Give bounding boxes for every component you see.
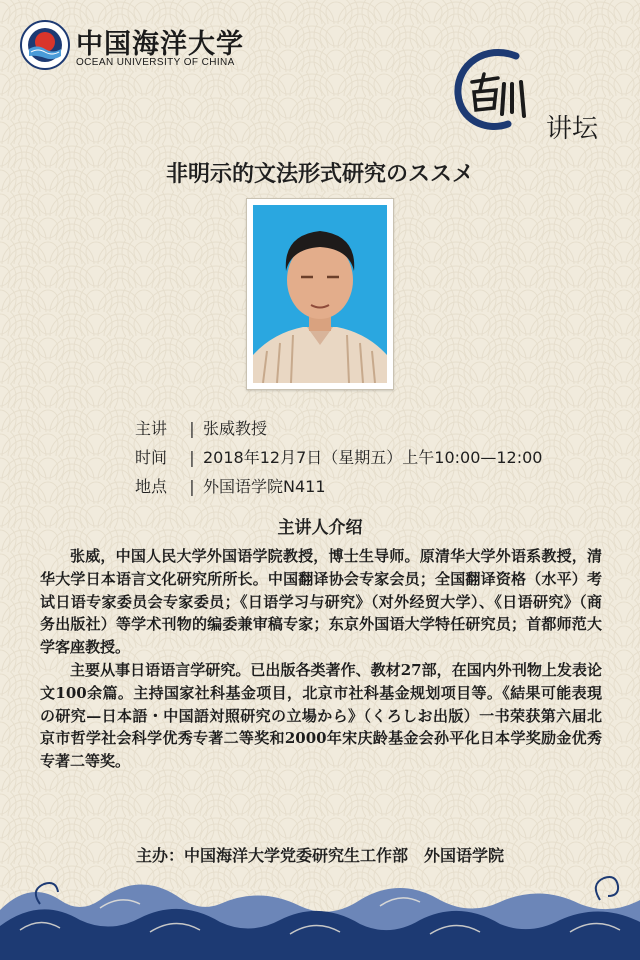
forum-label: 讲坛	[546, 114, 599, 144]
speaker-intro-heading: 主讲人介绍	[277, 518, 363, 538]
baichuan-forum-logo-icon	[446, 44, 536, 134]
info-label: 时间	[135, 448, 168, 467]
ocean-waves-decoration	[0, 870, 640, 960]
info-location	[135, 474, 326, 497]
info-value: 张威教授	[203, 419, 268, 438]
info-value: 外国语学院N411	[203, 477, 326, 496]
university-name-en: OCEAN UNIVERSITY OF CHINA	[76, 57, 235, 68]
bio-paragraph: 主要从事日语语言学研究。已出版各类著作、教材27部，在国内外刊物上发表论文100余篇。主持国家社科基金项目，北京市社科基金规划项目等。《結果可能表現の研究—日本語・中国語対照研究の立場から》（くろしお出版）一书荣获第六届北京市哲学社会科学优秀专著二等奖和2000年宋庆龄基金会孙平化日本学奖励金优秀专著二等奖。	[40, 660, 602, 771]
info-value: 2018年12月7日（星期五）上午10:00—12:00	[203, 448, 543, 467]
info-separator: |	[189, 419, 195, 438]
info-label: 主讲	[135, 419, 168, 438]
info-separator: |	[189, 448, 195, 467]
info-separator: |	[189, 477, 195, 496]
bio-paragraph: 张威，中国人民大学外国语学院教授，博士生导师。原清华大学外语系教授，清华大学日本语言文化研究所所长。中国翻译协会专家会员；全国翻译资格（水平）考试日语专家委员会专家委员；《日语学习与研究》（对外经贸大学）、《日语研究》（商务出版社）等学术刊物的编委兼审稿专家；东京外国语大学特任研究员；首都师范大学客座教授。	[40, 547, 602, 657]
lecture-title: 非明示的文法形式研究のススメ	[165, 162, 474, 187]
university-name-cn: 中国海洋大学	[76, 29, 244, 60]
info-label: 地点	[135, 477, 168, 496]
info-time	[135, 445, 542, 468]
university-logo-icon	[20, 20, 70, 70]
speaker-photo	[246, 198, 394, 390]
speaker-bio	[40, 545, 602, 773]
info-speaker	[135, 416, 267, 439]
organizer-line: 主办：中国海洋大学党委研究生工作部 外国语学院	[135, 846, 504, 865]
